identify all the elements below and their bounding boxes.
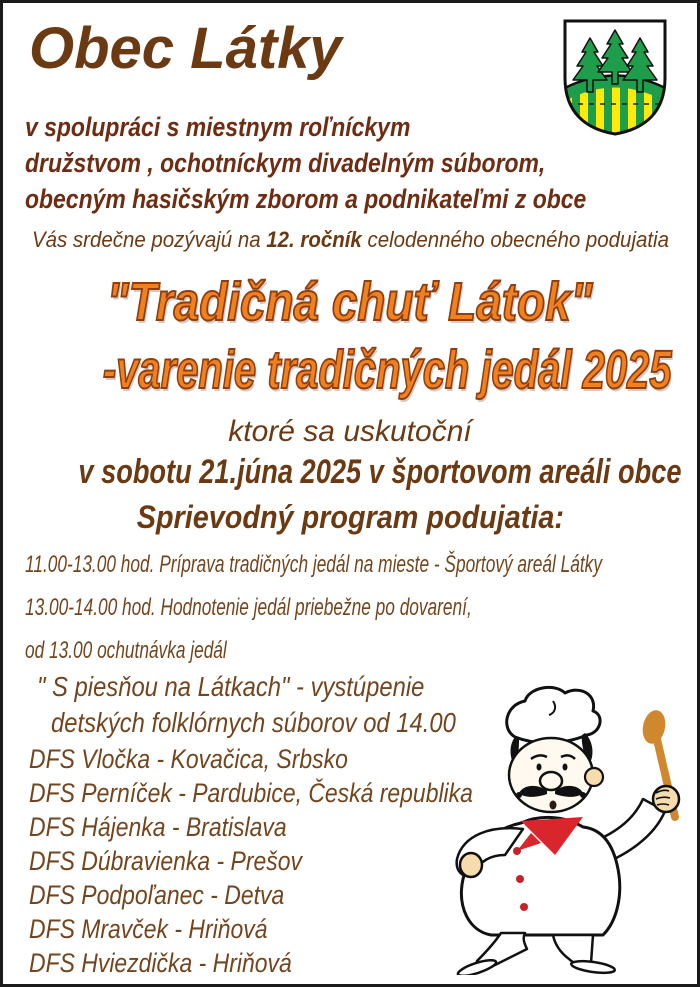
chef-illustration [435,683,700,975]
chef-hip-hand [460,853,482,877]
village-title: Obec Látky [29,16,342,81]
chef-legs [456,933,615,975]
intro-line: v spolupráci s miestnym roľníckym [25,112,411,142]
event-title-secondary: -varenie tradičných jedál 2025 [102,340,672,400]
invitation-line [3,227,697,253]
program-heading: Sprievodný program podujatia: [136,499,564,535]
performance-line: detských folklórnych súborov od 14.00 [51,707,456,738]
ensemble-item: DFS Dúbravienka - Prešov [29,846,302,876]
program-list [25,551,700,680]
date-location-line: v sobotu 21.júna 2025 v športovom areáli obce [78,453,682,491]
invitation-pre: Vás srdečne pozývajú na [31,227,266,252]
program-item: 13.00-14.00 hod. Hodnotenie jedál priebežne po dovarení, [25,594,472,621]
program-item: 11.00-13.00 hod. Príprava tradičných jedál na mieste - Športový areál Látky [25,551,602,578]
ensemble-item: DFS Podpoľanec - Detva [29,880,285,910]
event-title-primary: "Tradičná chuť Látok" [107,272,593,332]
chef-mouth [550,801,557,810]
intro-line: družstvom , ochotníckym divadelným súborom, [25,148,546,178]
chef-head [507,687,603,812]
invitation-post: celodenného obecného podujatia [361,227,669,252]
ensemble-item: DFS Vločka - Kovačica, Srbsko [29,744,348,774]
takes-place-line: ktoré sa uskutoční [228,415,472,448]
intro-line: obecným hasičským zborom a podnikateľmi z obce [25,184,587,214]
ensemble-item: DFS Perníček - Pardubice, Česká republika [29,778,473,808]
invitation-highlight: 12. ročník [265,227,362,252]
program-item: od 13.00 ochutnávka jedál [25,637,227,664]
chef-nose [540,772,562,790]
performance-line: " S piesňou na Látkach" - vystúpenie [37,671,425,702]
ensemble-item: DFS Hviezdička - Hriňová [29,948,292,978]
intro-paragraph [25,109,685,217]
chef-fist [653,786,679,812]
ensemble-item: DFS Mravček - Hriňová [29,914,268,944]
chef-ear [585,768,603,786]
ensemble-item: DFS Hájenka - Bratislava [29,812,287,842]
